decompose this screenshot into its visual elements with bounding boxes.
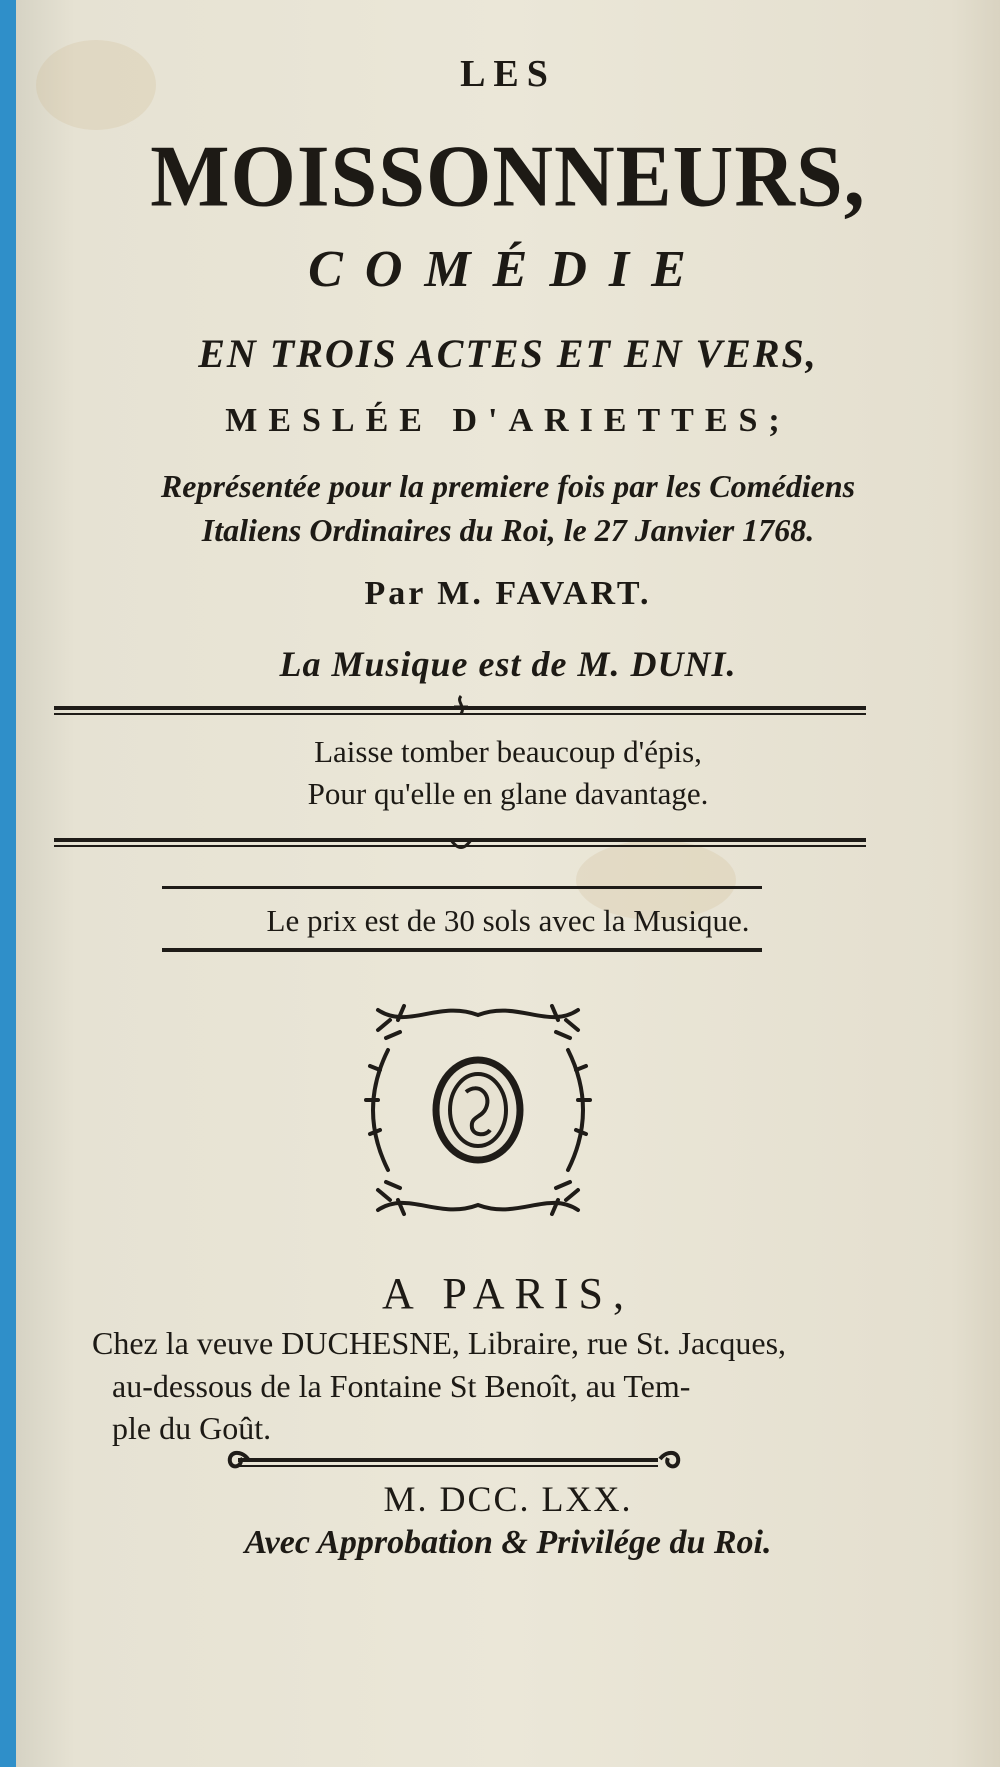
main-title: MOISSONNEURS,: [150, 127, 866, 226]
scroll-end-icon: [222, 1444, 252, 1474]
author-credit: Par M. FAVART.: [364, 575, 652, 612]
music-credit: La Musique est de M. DUNI.: [279, 644, 737, 684]
acts-subtitle: EN TROIS ACTES ET EN VERS,: [198, 331, 818, 376]
title-article: LES: [460, 53, 556, 95]
printers-vignette-icon: [358, 990, 598, 1230]
imprint-city: A PARIS,: [381, 1269, 635, 1318]
price-notice: Le prix est de 30 sols avec la Musique.: [266, 903, 750, 938]
publisher-line-3: ple du Goût.: [112, 1410, 272, 1446]
epigraph-line-2: Pour qu'elle en glane davantage.: [307, 776, 709, 811]
publisher-line-1: Chez la veuve DUCHESNE, Libraire, rue St. Jacques,: [92, 1325, 787, 1361]
ornamental-rule-date: [238, 1458, 658, 1467]
scroll-end-icon: [656, 1444, 686, 1474]
representation-line-2: Italiens Ordinaires du Roi, le 27 Janvier 1768.: [201, 512, 815, 548]
representation-line-1: Représentée pour la premiere fois par les Comédiens: [160, 468, 856, 504]
publication-year: M. DCC. LXX.: [383, 1479, 633, 1519]
fleuron-icon: [446, 692, 476, 722]
ariettes-subtitle: MESLÉE D'ARIETTES;: [225, 402, 791, 439]
royal-approbation: Avec Approbation & Privilége du Roi.: [244, 1524, 772, 1561]
epigraph-line-1: Laisse tomber beaucoup d'épis,: [314, 734, 702, 769]
price-rule-bottom: [162, 948, 762, 952]
genre-heading: COMÉDIE: [308, 241, 708, 298]
publisher-line-2: au-dessous de la Fontaine St Benoît, au Tem-: [112, 1368, 691, 1404]
price-rule-top: [162, 886, 762, 889]
title-page: [16, 0, 1000, 1767]
fleuron-icon: [446, 830, 476, 860]
